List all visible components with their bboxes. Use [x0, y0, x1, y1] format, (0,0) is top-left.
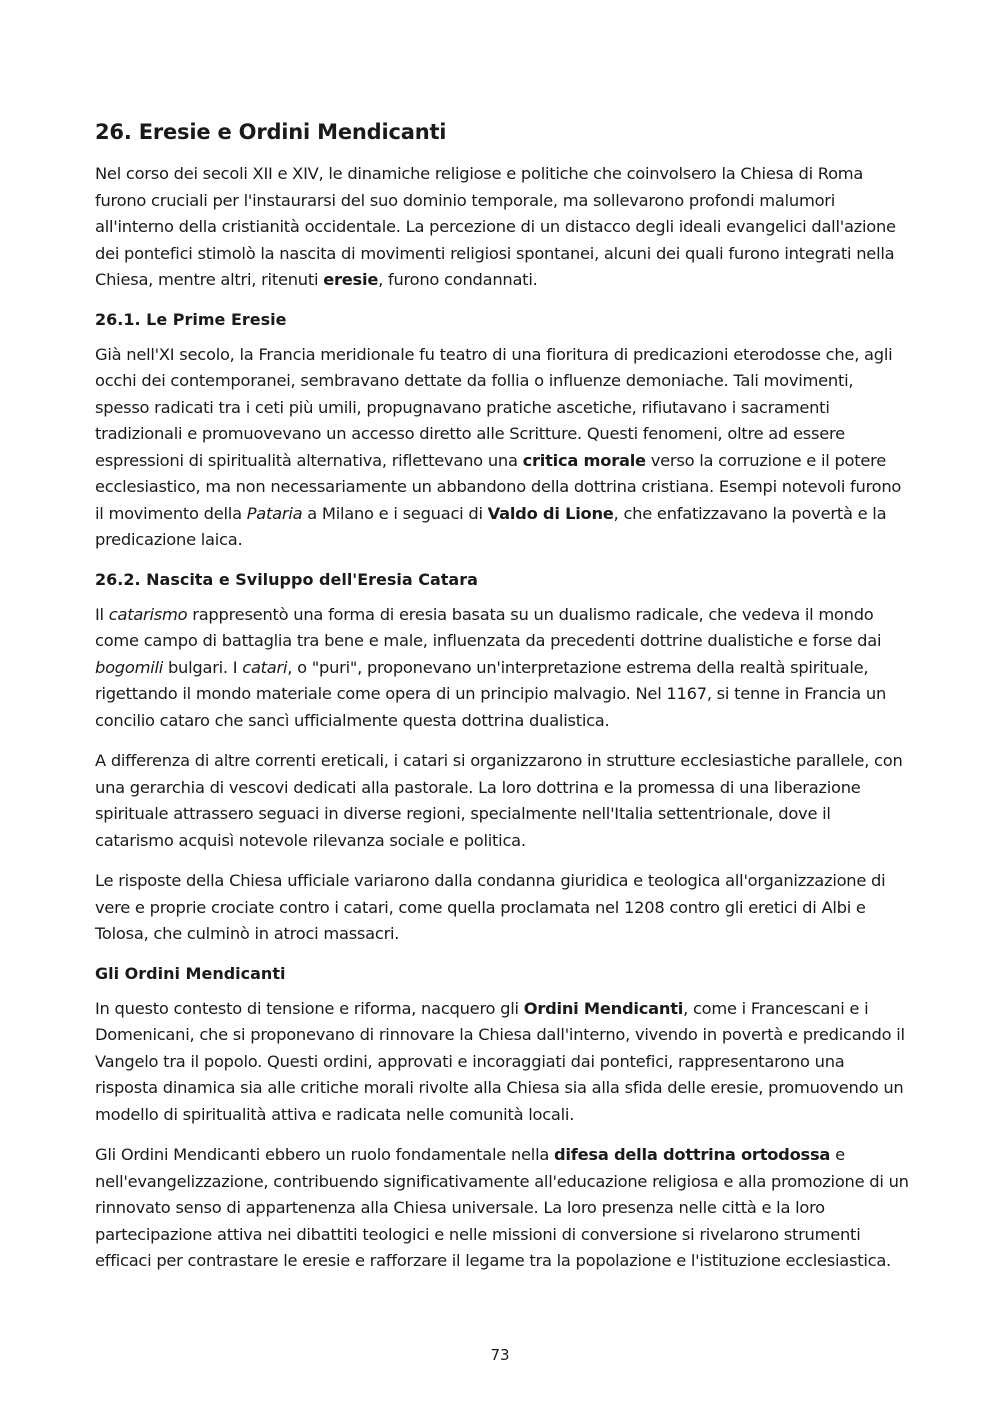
- text-run: , come i Francescani e i Domenicani, che si proponevano di rinnovare la Chiesa dall'interno, vivendo in povertà e predicando il Vangelo tra il popolo. Questi ordini, approvati e incoraggiati dai pontefici, rappresentarono una risposta dinamica sia alle critiche morali rivolte alla Chiesa sia alla sfida delle eresie, promuovendo un modello di spiritualità attiva e radicata nelle comunità locali.: [95, 998, 905, 1124]
- text-run: Già nell'XI secolo, la Francia meridionale fu teatro di una fioritura di predicazioni eterodosse che, agli occhi dei contemporanei, sembravano dettate da follia o influenze demoniache. Tali movimenti, spesso radicati tra i ceti più umili, propugnavano pratiche ascetiche, rifiutavano i sacramenti tradizionali e promuovevano un accesso diretto alle Scritture. Questi fenomeni, oltre ad essere espressioni di spiritualità alternativa, riflettevano una: [95, 344, 893, 470]
- paragraph-catarismo-1: [95, 602, 910, 735]
- page-number: 73: [490, 1346, 510, 1364]
- chapter-title: 26. Eresie e Ordini Mendicanti: [95, 120, 447, 144]
- intro-paragraph: [95, 161, 910, 294]
- text-run: , o "puri", proponevano un'interpretazione estrema della realtà spirituale, rigettando il mondo materiale come opera di un principio malvagio. Nel 1167, si tenne in Francia un concilio cataro che sancì ufficialmente questa dottrina dualistica.: [95, 657, 887, 730]
- italic-term: Pataria: [246, 503, 303, 523]
- italic-term: bogomili: [95, 657, 164, 677]
- paragraph-mendicanti-1: [95, 996, 910, 1129]
- text-run: , che enfatizzavano la povertà e la predicazione laica.: [95, 503, 887, 549]
- paragraph-prime-eresie: [95, 342, 910, 554]
- text-run: e nell'evangelizzazione, contribuendo significativamente all'educazione religiosa e alla promozione di un rinnovato senso di appartenenza alla Chiesa universale. La loro presenza nelle città e la loro partecipazione attiva nei dibattiti teologici e nelle missioni di conversione si rivelarono strumenti efficaci per contrastare le eresie e rafforzare il legame tra la popolazione e l'istituzione ecclesiastica.: [95, 1145, 909, 1270]
- italic-term: catari: [242, 657, 288, 677]
- bold-term: difesa della dottrina ortodossa: [554, 1145, 831, 1164]
- page-body: [95, 117, 910, 1289]
- paragraph-catarismo-3: [95, 868, 910, 948]
- text-run: a Milano e i seguaci di: [302, 503, 488, 523]
- text-run: In questo contesto di tensione e riforma, nacquero gli: [95, 998, 524, 1018]
- text-run: Le risposte della Chiesa ufficiale variarono dalla condanna giuridica e teologica all'organizzazione di vere e proprie crociate contro i catari, come quella proclamata nel 1208 contro gli eretici di Albi e Tolosa, che culminò in atroci massacri.: [95, 871, 886, 943]
- section-heading-ordini-mendicanti: Gli Ordini Mendicanti: [95, 963, 286, 983]
- text-run: bulgari. I: [163, 657, 243, 677]
- italic-term: catarismo: [108, 604, 188, 624]
- text-run: Il: [95, 604, 109, 624]
- text-run: verso la corruzione e il potere ecclesiastico, ma non necessariamente un abbandono della dottrina cristiana. Esempi notevoli furono il movimento della: [95, 450, 902, 523]
- text-run: A differenza di altre correnti ereticali, i catari si organizzarono in strutture ecclesiastiche parallele, con una gerarchia di vescovi dedicati alla pastorale. La loro dottrina e la promessa di una liberazione spirituale attrassero seguaci in diverse regioni, specialmente nell'Italia settentrionale, dove il catarismo acquisì notevole rilevanza sociale e politica.: [95, 751, 903, 850]
- paragraph-catarismo-2: [95, 748, 910, 854]
- text-run: , furono condannati.: [378, 270, 538, 289]
- section-heading-eresia-catara: 26.2. Nascita e Sviluppo dell'Eresia Catara: [95, 569, 478, 589]
- paragraph-mendicanti-2: [95, 1142, 910, 1275]
- bold-term: Ordini Mendicanti: [523, 998, 684, 1018]
- text-run: Gli Ordini Mendicanti ebbero un ruolo fondamentale nella: [95, 1145, 555, 1164]
- bold-term: critica morale: [522, 450, 646, 470]
- section-heading-prime-eresie: 26.1. Le Prime Eresie: [95, 309, 287, 329]
- text-run: rappresentò una forma di eresia basata su un dualismo radicale, che vedeva il mondo come campo di battaglia tra bene e male, influenzata da precedenti dottrine dualistiche e forse dai: [95, 604, 882, 650]
- bold-term: Valdo di Lione: [487, 503, 614, 523]
- text-run: Nel corso dei secoli XII e XIV, le dinamiche religiose e politiche che coinvolsero la Chiesa di Roma furono cruciali per l'instaurarsi del suo dominio temporale, ma sollevarono profondi malumori all'interno della cristianità occidentale. La percezione di un distacco degli ideali evangelici dall'azione dei pontefici stimolò la nascita di movimenti religiosi spontanei, alcuni dei quali furono integrati nella Chiesa, mentre altri, ritenuti: [95, 164, 896, 289]
- bold-term: eresie: [323, 270, 379, 289]
